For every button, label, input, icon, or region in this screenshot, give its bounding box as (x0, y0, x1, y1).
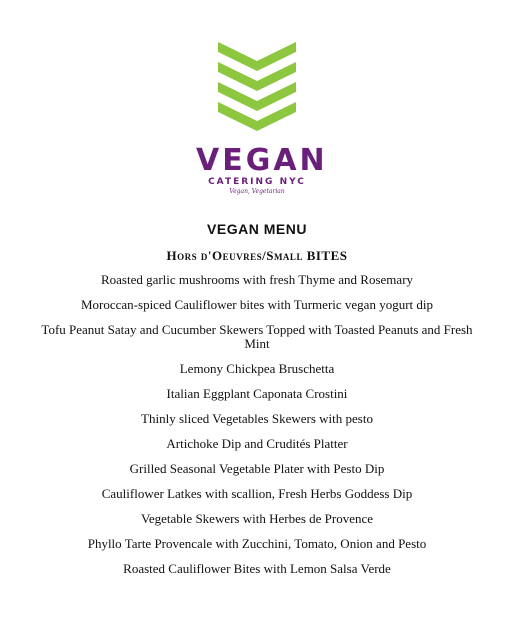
vegan-catering-logo (196, 40, 328, 195)
menu-item-list (40, 273, 474, 587)
logo-wordmark: VEGAN (196, 143, 328, 178)
menu-item: Roasted garlic mushrooms with fresh Thyme and Rosemary (100, 272, 414, 287)
chevron-leaf-icon (208, 40, 306, 140)
menu-item: Tofu Peanut Satay and Cucumber Skewers Topped with Toasted Peanuts and Fresh Mint (41, 322, 473, 351)
logo-subtitle: CATERING NYC (208, 177, 306, 187)
menu-item: Roasted Cauliflower Bites with Lemon Salsa Verde (123, 561, 391, 576)
menu-item: Artichoke Dip and Crudités Platter (166, 436, 348, 451)
menu-item: Cauliflower Latkes with scallion, Fresh Herbs Goddess Dip (101, 486, 413, 501)
menu-item: Grilled Seasonal Vegetable Plater with Pesto Dip (129, 461, 385, 476)
menu-item: Lemony Chickpea Bruschetta (179, 361, 335, 376)
logo-tagline: Vegan, Vegetarian (229, 188, 285, 195)
menu-item: Italian Eggplant Caponata Crostini (166, 386, 348, 401)
menu-item: Moroccan-spiced Cauliflower bites with Turmeric vegan yogurt dip (80, 297, 433, 312)
menu-item: Thinly sliced Vegetables Skewers with pesto (141, 411, 373, 426)
menu-item: Vegetable Skewers with Herbes de Provence (140, 511, 374, 526)
menu-title: VEGAN MENU (207, 221, 307, 237)
section-title: Hors d'Oeuvres/Small BITES (166, 248, 348, 263)
menu-item: Phyllo Tarte Provencale with Zucchini, Tomato, Onion and Pesto (87, 536, 427, 551)
